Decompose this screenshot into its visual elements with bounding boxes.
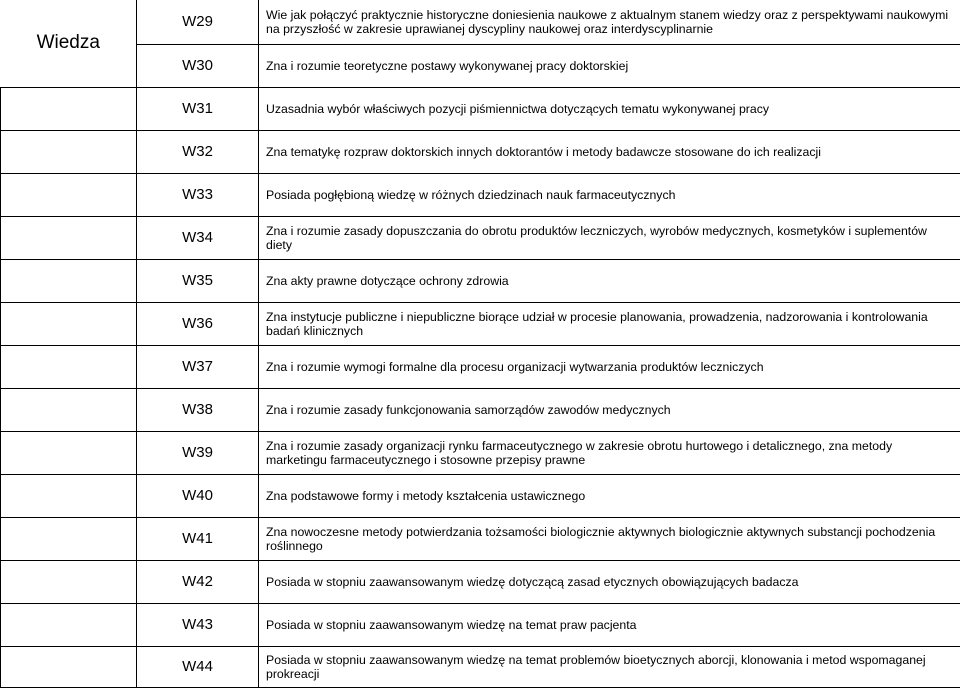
empty-cell <box>1 302 137 345</box>
description-cell: Zna i rozumie teoretyczne postawy wykonywanej pracy doktorskiej <box>259 44 960 87</box>
table-body <box>1 0 960 687</box>
empty-cell <box>1 431 137 474</box>
description-cell: Zna tematykę rozpraw doktorskich innych doktorantów i metody badawcze stosowane do ich realizacji <box>259 130 960 173</box>
table-row <box>1 87 960 130</box>
table-row <box>1 474 960 517</box>
code-cell: W40 <box>137 474 259 517</box>
code-cell: W35 <box>137 259 259 302</box>
code-cell: W41 <box>137 517 259 560</box>
code-cell: W42 <box>137 560 259 603</box>
code-cell: W36 <box>137 302 259 345</box>
table-row <box>1 560 960 603</box>
code-cell: W37 <box>137 345 259 388</box>
empty-cell <box>1 87 137 130</box>
empty-cell <box>1 560 137 603</box>
table-row <box>1 517 960 560</box>
description-cell: Zna podstawowe formy i metody kształcenia ustawicznego <box>259 474 960 517</box>
description-cell: Wie jak połączyć praktycznie historyczne doniesienia naukowe z aktualnym stanem wiedzy oraz z perspektywami naukowymi na przyszłość w zakresie uprawianej dyscypliny naukowej oraz interdyscyplinarnie <box>259 0 960 44</box>
table-row <box>1 302 960 345</box>
code-cell: W34 <box>137 216 259 259</box>
description-cell: Uzasadnia wybór właściwych pozycji piśmiennictwa dotyczących tematu wykonywanej pracy <box>259 87 960 130</box>
description-cell: Posiada w stopniu zaawansowanym wiedzę dotyczącą zasad etycznych obowiązujących badacza <box>259 560 960 603</box>
empty-cell <box>1 345 137 388</box>
code-cell: W30 <box>137 44 259 87</box>
description-cell: Zna instytucje publiczne i niepubliczne biorące udział w procesie planowania, prowadzenia, nadzorowania i kontrolowania badań klinicznych <box>259 302 960 345</box>
code-cell: W43 <box>137 603 259 646</box>
table-row <box>1 216 960 259</box>
description-cell: Zna i rozumie zasady funkcjonowania samorządów zawodów medycznych <box>259 388 960 431</box>
table-row <box>1 345 960 388</box>
description-cell: Posiada w stopniu zaawansowanym wiedzę na temat praw pacjenta <box>259 603 960 646</box>
description-cell: Zna nowoczesne metody potwierdzania tożsamości biologicznie aktywnych biologicznie aktywnych substancji pochodzenia roślinnego <box>259 517 960 560</box>
code-cell: W38 <box>137 388 259 431</box>
empty-cell <box>1 259 137 302</box>
table-row <box>1 44 960 87</box>
empty-cell <box>1 474 137 517</box>
empty-cell <box>1 173 137 216</box>
code-cell: W32 <box>137 130 259 173</box>
description-cell: Zna i rozumie zasady dopuszczania do obrotu produktów leczniczych, wyrobów medycznych, kosmetyków i suplementów diety <box>259 216 960 259</box>
table-row <box>1 603 960 646</box>
table-row <box>1 431 960 474</box>
table-row <box>1 646 960 687</box>
table-row <box>1 173 960 216</box>
description-cell: Zna akty prawne dotyczące ochrony zdrowia <box>259 259 960 302</box>
code-cell: W31 <box>137 87 259 130</box>
empty-cell <box>1 130 137 173</box>
empty-cell <box>1 517 137 560</box>
description-cell: Zna i rozumie wymogi formalne dla procesu organizacji wytwarzania produktów leczniczych <box>259 345 960 388</box>
empty-cell <box>1 216 137 259</box>
code-cell: W39 <box>137 431 259 474</box>
empty-cell <box>1 646 137 687</box>
code-cell: W33 <box>137 173 259 216</box>
table-row <box>1 259 960 302</box>
table-row <box>1 130 960 173</box>
code-cell: W44 <box>137 646 259 687</box>
category-cell: Wiedza <box>1 0 137 87</box>
description-cell: Posiada pogłębioną wiedzę w różnych dziedzinach nauk farmaceutycznych <box>259 173 960 216</box>
empty-cell <box>1 388 137 431</box>
table-row <box>1 388 960 431</box>
description-cell: Zna i rozumie zasady organizacji rynku farmaceutycznego w zakresie obrotu hurtowego i detalicznego, zna metody marketingu farmaceutycznego i stosowne przepisy prawne <box>259 431 960 474</box>
table-row <box>1 0 960 44</box>
empty-cell <box>1 603 137 646</box>
code-cell: W29 <box>137 0 259 44</box>
description-cell: Posiada w stopniu zaawansowanym wiedzę na temat problemów bioetycznych aborcji, klonowania i metod wspomaganej prokreacji <box>259 646 960 687</box>
